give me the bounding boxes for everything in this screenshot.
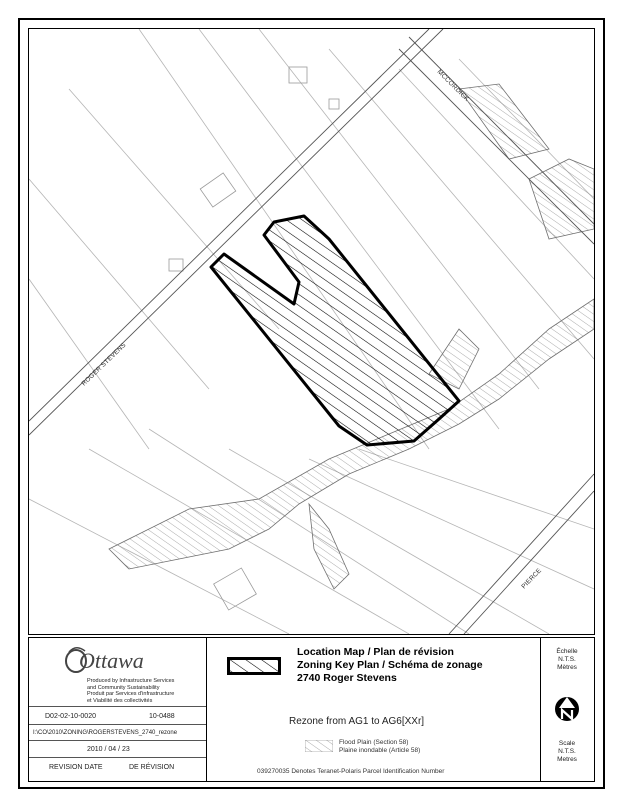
title-line: Zoning Key Plan / Schéma de zonage [297,659,483,671]
divider [29,724,206,725]
ottawa-wordmark: Ottawa [79,648,144,673]
scale-fr [541,648,593,672]
revision-label-en: REVISION DATE [49,764,103,771]
scale-line: N.T.S. [558,656,576,663]
logo-caption [87,678,174,704]
pin-note: 039270035 Denotes Teranet-Polaris Parcel Identification Number [257,768,445,775]
road-label-roger-stevens: ROGER STEVENS [80,341,128,388]
north-arrow-icon [553,694,581,724]
title-block-left [29,638,207,781]
logo-line: et Viabilité des collectivités [87,697,153,704]
flood-plain-legend-swatch [305,740,333,752]
logo-line: and Community Sustainability [87,684,160,691]
ottawa-logo [51,644,191,704]
map-title [297,646,483,685]
flood-legend-line: Plaine inondable (Article 58) [339,747,421,754]
road-label-mccordick: MCCORDICK [435,68,471,104]
divider [29,740,206,741]
divider [29,706,206,707]
divider [29,757,206,758]
title-line: Location Map / Plan de révision [297,646,454,658]
scale-line: Échelle [556,648,578,655]
file-number: D02-02-10-0020 [45,713,96,720]
flood-legend-line: Flood Plain (Section 58) [339,739,409,746]
file-path: I:\CO\2010\ZONING\ROGERSTEVENS_2740_rezone [33,730,178,736]
title-block [28,637,595,782]
logo-line: Produit par Services d'infrastructure [87,691,175,697]
reference-number: 10-0488 [149,713,175,720]
title-block-right [541,638,593,781]
logo-line: Produced by Infrastructure Services [87,678,175,684]
flood-plain-legend-text [339,739,420,755]
revision-label-fr: DE RÉVISION [129,764,175,771]
scale-line: N.T.S. [558,748,576,755]
scale-line: Scale [558,740,576,747]
revision-date: 2010 / 04 / 23 [87,746,130,753]
subject-parcel-legend-swatch [227,657,281,675]
road-label-pierce: PIERCE [520,567,544,591]
subject-parcel[interactable] [211,216,459,445]
title-block-middle [207,638,541,781]
rezone-description: Rezone from AG1 to AG6[XXr] [289,716,425,727]
scale-line: Metres [557,756,577,763]
title-line: 2740 Roger Stevens [297,672,397,684]
scale-en [541,740,593,764]
map-canvas[interactable] [29,29,594,634]
scale-line: Mètres [557,664,577,671]
map-frame [28,28,595,635]
